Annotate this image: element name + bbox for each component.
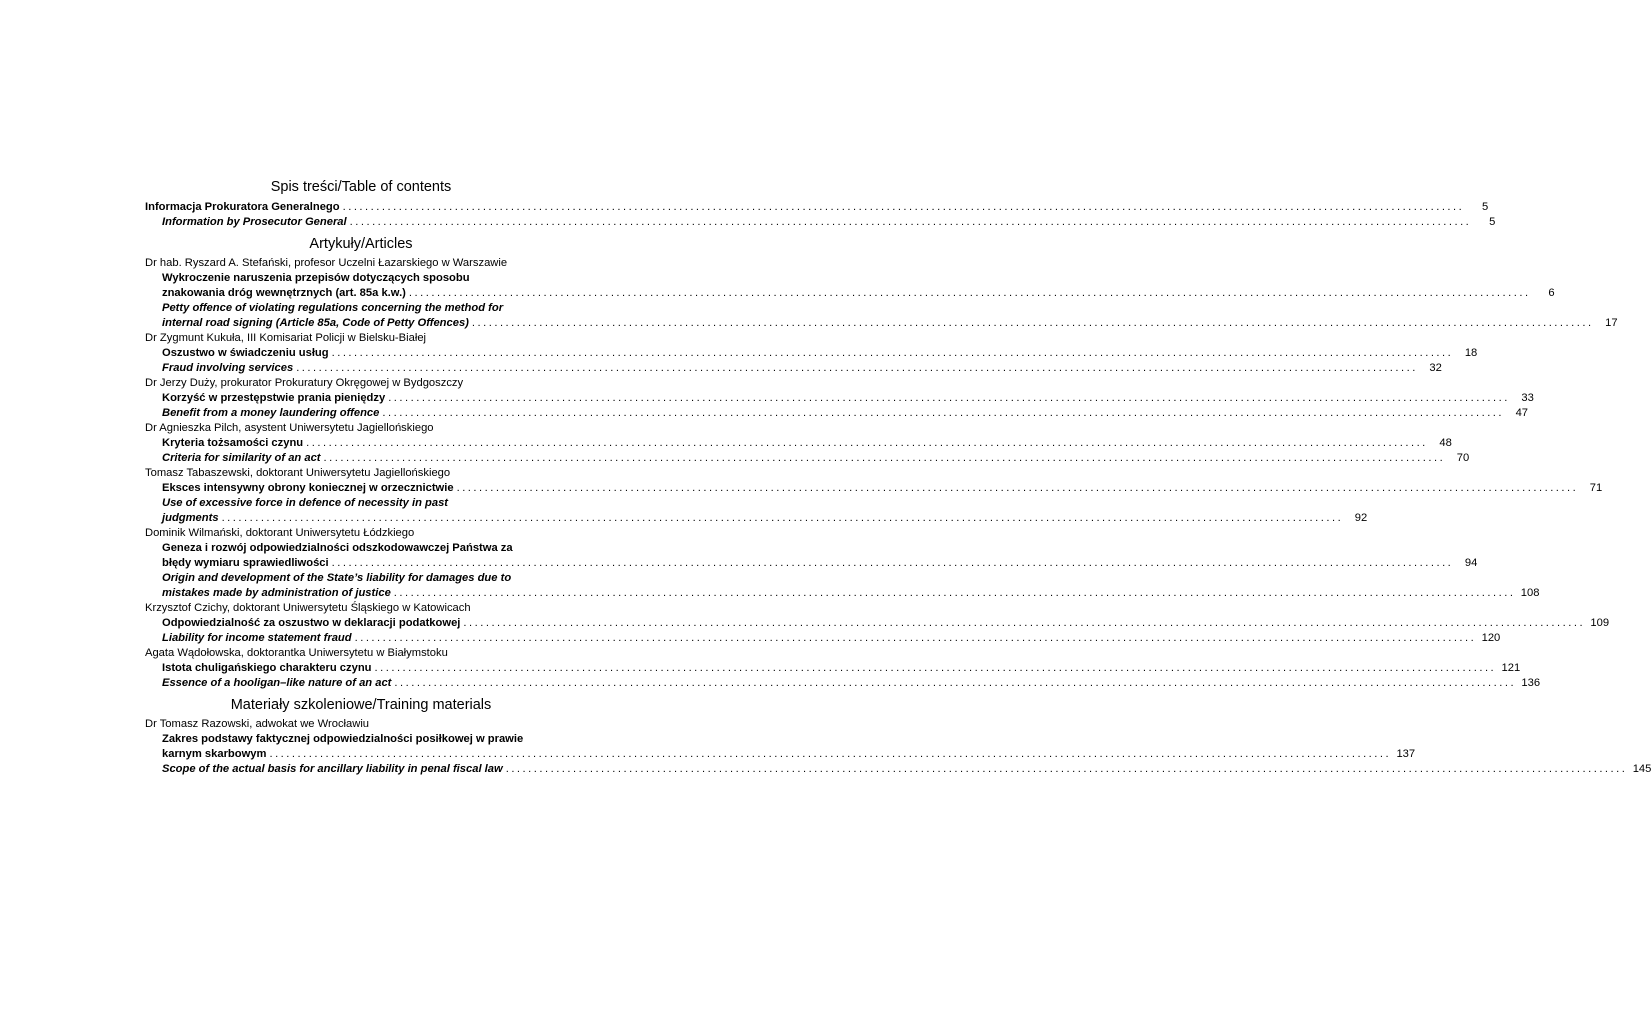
- table-of-contents: [145, 178, 1651, 777]
- dot-leader: ........................................................................................................................................................................................................: [456, 482, 1579, 494]
- entry-title-line: mistakes made by administration of justice: [162, 587, 391, 599]
- dot-leader: ........................................................................................................................................................................................................: [221, 512, 1344, 524]
- entry-title-line: Origin and development of the State’s liability for damages due to: [162, 572, 512, 584]
- entry-title-line: Wykroczenie naruszenia przepisów dotyczących sposobu: [162, 272, 470, 284]
- dot-leader: ........................................................................................................................................................................................................: [349, 216, 1472, 228]
- dot-leader: ........................................................................................................................................................................................................: [296, 362, 1418, 374]
- page-number: 70: [1456, 452, 1470, 464]
- page-number: 17: [1605, 317, 1618, 329]
- dot-leader: ........................................................................................................................................................................................................: [331, 347, 1454, 359]
- page-number: 108: [1520, 587, 1540, 599]
- dot-leader: ........................................................................................................................................................................................................: [505, 763, 1628, 775]
- entry-last-line: [162, 747, 1416, 762]
- entry-last-line: [162, 481, 1603, 496]
- entry-english: [145, 215, 1496, 230]
- dot-leader: ........................................................................................................................................................................................................: [388, 392, 1510, 404]
- author-line: Dr Zygmunt Kukuła, III Komisariat Policji w Bielsku-Białej: [145, 332, 427, 344]
- author-line: Dr Agnieszka Pilch, asystent Uniwersytetu Jagiellońskiego: [145, 422, 434, 434]
- entry-last-line: [162, 762, 1651, 777]
- entry-last-line: [162, 451, 1470, 466]
- entry-last-line: [162, 406, 1529, 421]
- entry-english: [145, 631, 1501, 646]
- dot-leader: ........................................................................................................................................................................................................: [331, 557, 1454, 569]
- entry-title-line: Oszustwo w świadczeniu usług: [162, 347, 329, 359]
- entry-last-line: [162, 215, 1496, 230]
- dot-leader: ........................................................................................................................................................................................................: [463, 617, 1586, 629]
- page-number: 94: [1464, 557, 1478, 569]
- dot-leader: ........................................................................................................................................................................................................: [306, 437, 1428, 449]
- author-line: Agata Wądołowska, doktorantka Uniwersytetu w Białymstoku: [145, 647, 448, 659]
- page-number: 109: [1590, 617, 1610, 629]
- entry-title-line: Geneza i rozwój odpowiedzialności odszkodowawczej Państwa za: [162, 542, 513, 554]
- entry-title-line: Benefit from a money laundering offence: [162, 407, 380, 419]
- entry-polish: [145, 436, 1452, 451]
- author-line: Dr hab. Ryszard A. Stefański, profesor Uczelni Łazarskiego w Warszawie: [145, 257, 508, 269]
- entry-polish: [145, 541, 1478, 571]
- entry-english: [145, 496, 1368, 526]
- entry-last-line: [162, 361, 1442, 376]
- dot-leader: ........................................................................................................................................................................................................: [382, 407, 1505, 419]
- author-line: Dr Tomasz Razowski, adwokat we Wrocławiu: [145, 718, 370, 730]
- entry-last-line: [162, 586, 1540, 601]
- entry-last-line: [162, 616, 1610, 631]
- author-line: Dominik Wilmański, doktorant Uniwersytetu Łódzkiego: [145, 527, 415, 539]
- entry-polish: [145, 732, 1416, 762]
- page-number: 5: [1489, 216, 1496, 228]
- section-heading: Artykuły/Articles: [309, 236, 413, 252]
- entry-polish: [145, 616, 1610, 631]
- page-number: 71: [1589, 482, 1603, 494]
- entry-last-line: [162, 286, 1555, 301]
- entry-last-line: [162, 661, 1521, 676]
- page-number: 5: [1482, 201, 1489, 213]
- entry-last-line: [162, 676, 1541, 691]
- entry-title-line: Essence of a hooligan–like nature of an act: [162, 677, 392, 689]
- page-number: 92: [1354, 512, 1368, 524]
- entry-english: [145, 676, 1541, 691]
- page-title: Spis treści/Table of contents: [270, 179, 452, 195]
- dot-leader: ........................................................................................................................................................................................................: [408, 287, 1531, 299]
- dot-leader: ........................................................................................................................................................................................................: [374, 662, 1497, 674]
- toc-body: [145, 200, 1651, 777]
- entry-last-line: [162, 436, 1452, 451]
- entry-title-line: internal road signing (Article 85a, Code of Petty Offences): [162, 317, 469, 329]
- entry-title-line: Istota chuligańskiego charakteru czynu: [162, 662, 372, 674]
- author-line: Krzysztof Czichy, doktorant Uniwersytetu Śląskiego w Katowicach: [145, 602, 471, 614]
- entry-title-line: Criteria for similarity of an act: [162, 452, 321, 464]
- entry-title-line: Informacja Prokuratora Generalnego: [145, 201, 340, 213]
- entry-title-line: Scope of the actual basis for ancillary liability in penal fiscal law: [162, 763, 503, 775]
- author-line: Dr Jerzy Duży, prokurator Prokuratury Okręgowej w Bydgoszczy: [145, 377, 464, 389]
- dot-leader: ........................................................................................................................................................................................................: [269, 748, 1392, 760]
- page-number: 18: [1464, 347, 1478, 359]
- entry-english: [145, 762, 1651, 777]
- page-number: 48: [1439, 437, 1452, 449]
- entry-english: [145, 361, 1442, 376]
- dot-leader: ........................................................................................................................................................................................................: [354, 632, 1477, 644]
- page-number: 136: [1521, 677, 1541, 689]
- entry-last-line: [162, 631, 1501, 646]
- page-number: 120: [1481, 632, 1501, 644]
- entry-last-line: [162, 346, 1478, 361]
- section-heading: Materiały szkoleniowe/Training materials: [230, 697, 492, 713]
- entry-english: [145, 451, 1470, 466]
- entry-title-line: Information by Prosecutor General: [162, 216, 347, 228]
- page-number: 32: [1429, 362, 1442, 374]
- dot-leader: ........................................................................................................................................................................................................: [393, 587, 1516, 599]
- entry-english: [145, 406, 1529, 421]
- page-number: 137: [1396, 748, 1416, 760]
- entry-title-line: karnym skarbowym: [162, 748, 267, 760]
- entry-last-line: [162, 391, 1534, 406]
- page-number: 145: [1632, 763, 1651, 775]
- dot-leader: ........................................................................................................................................................................................................: [342, 201, 1465, 213]
- entry-title-line: Petty offence of violating regulations concerning the method for: [162, 302, 504, 314]
- entry-title-line: Korzyść w przestępstwie prania pieniędzy: [162, 392, 386, 404]
- entry-last-line: [145, 200, 1489, 215]
- entry-polish: [145, 271, 1555, 301]
- entry-english: [145, 301, 1618, 331]
- entry-polish: [145, 346, 1478, 361]
- entry-title-line: błędy wymiaru sprawiedliwości: [162, 557, 329, 569]
- entry-polish: [145, 391, 1534, 406]
- page-number: 33: [1521, 392, 1534, 404]
- entry-title-line: Liability for income statement fraud: [162, 632, 352, 644]
- dot-leader: ........................................................................................................................................................................................................: [323, 452, 1446, 464]
- entry-polish: [145, 661, 1521, 676]
- page-number: 121: [1501, 662, 1521, 674]
- entry-last-line: [162, 556, 1478, 571]
- entry-title-line: Zakres podstawy faktycznej odpowiedzialności posiłkowej w prawie: [162, 733, 524, 745]
- entry-polish: [145, 200, 1489, 215]
- dot-leader: ........................................................................................................................................................................................................: [471, 317, 1594, 329]
- entry-last-line: [162, 511, 1368, 526]
- author-line: Tomasz Tabaszewski, doktorant Uniwersytetu Jagiellońskiego: [145, 467, 451, 479]
- entry-title-line: Kryteria tożsamości czynu: [162, 437, 304, 449]
- entry-title-line: Fraud involving services: [162, 362, 294, 374]
- entry-title-line: Odpowiedzialność za oszustwo w deklaracji podatkowej: [162, 617, 461, 629]
- entry-title-line: znakowania dróg wewnętrznych (art. 85a k.w.): [162, 287, 406, 299]
- entry-last-line: [162, 316, 1618, 331]
- page-number: 47: [1515, 407, 1529, 419]
- dot-leader: ........................................................................................................................................................................................................: [394, 677, 1517, 689]
- entry-title-line: Use of excessive force in defence of necessity in past: [162, 497, 449, 509]
- page-number: 6: [1548, 287, 1555, 299]
- entry-title-line: Eksces intensywny obrony koniecznej w orzecznictwie: [162, 482, 454, 494]
- entry-english: [145, 571, 1540, 601]
- entry-title-line: judgments: [162, 512, 219, 524]
- entry-polish: [145, 481, 1603, 496]
